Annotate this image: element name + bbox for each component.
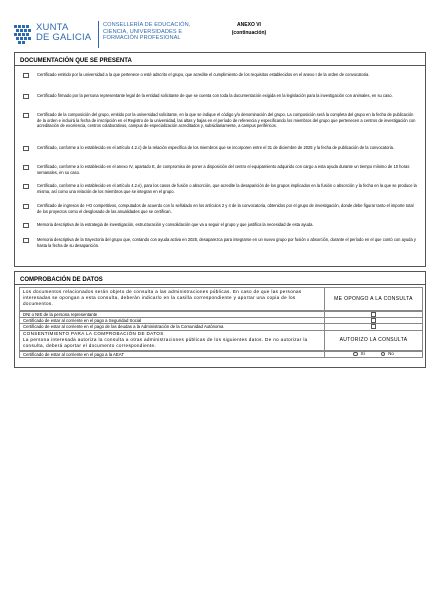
documentation-item-text: Certificado de la composición del grupo, emitido por la universidad solicitante, en la que se indique el código y/o denominación del grupo. La composición será la completa del grupo en la fecha de publicación de la orden e incluirá la fecha de inscripción en el Registro de la universidad, las altas y bajas en el período de referencia y especificando los miembros del grupo que pertenecen a centros de investigación con acreditación de excelencia, centros colaborativos, campus de especialización acreditados y, subsidiariamente, a campus periféricos. xyxy=(37,112,416,129)
consent-block xyxy=(20,331,325,350)
oppose-row-label: Certificado de estar al corriente en el pago de las deudas a la Administración de la Comunidad Autónoma xyxy=(20,324,325,330)
documentation-checkbox[interactable] xyxy=(23,165,29,171)
verification-intro: Los documentos relacionados serán objeto de consulta a las administraciones públicas. En caso de que las personas interesadas se opongan a esta consulta, deberán indicarlo en la casilla correspondiente y aportar una copia de los documentos. xyxy=(20,288,325,310)
authorize-rows xyxy=(19,351,423,358)
oppose-row-label: Certificado de estar al corriente en el pago a Seguridad Social xyxy=(20,318,325,324)
documentation-item-text: Memoria descriptiva de la estrategia de investigación, estructuración y consolidación que va a seguir el grupo y que justifica la necesidad de esta ayuda. xyxy=(37,222,314,227)
documentation-item xyxy=(15,93,425,99)
dept-line-2: CIENCIA, UNIVERSIDADES E xyxy=(103,28,183,35)
documentation-item-text: Certificado de ingresos de I+D competitivos, computados de acuerdo con lo señalado en los artículos 2 y 4 de la convocatoria, obtenidos por el grupo de investigación, donde debe figurar tanto el importe total de los proyectos como el desglosado de las anualidades que se certifican. xyxy=(37,203,414,214)
document-header xyxy=(14,18,426,54)
documentation-item xyxy=(15,203,425,214)
documentation-checkbox[interactable] xyxy=(23,146,29,152)
dept-line-1: CONSELLERÍA DE EDUCACIÓN, xyxy=(103,22,191,28)
documentation-checkbox[interactable] xyxy=(23,184,29,190)
yes-radio[interactable] xyxy=(353,352,358,357)
documentation-checkbox[interactable] xyxy=(23,94,29,100)
oppose-checkbox[interactable] xyxy=(371,318,376,323)
documentation-checkbox[interactable] xyxy=(23,113,29,119)
header-divider xyxy=(98,21,99,48)
annex-label xyxy=(219,21,279,37)
documentation-item xyxy=(15,145,425,151)
documentation-item xyxy=(15,164,425,175)
oppose-header-row xyxy=(19,287,423,311)
documentation-item-text: Certificado, conforme a lo establecido en el artículo 4.2.e), para los casos de fusión o absorción, que acredite la desaparición de los grupos implicados en la fusión o absorción y la fecha en la que se produce la misma, así como una relación de los miembros que se integran en el grupo. xyxy=(37,183,417,194)
consent-title: CONSENTIMIENTO PARA LA COMPROBACIÓN DE DATOS xyxy=(23,331,164,336)
logo-line-2: DE GALICIA xyxy=(36,32,92,43)
oppose-row-label: DNI o NIE de la persona representante xyxy=(20,312,325,317)
oppose-header: ME OPONGO A LA CONSULTA xyxy=(334,295,413,302)
documentation-item xyxy=(15,112,425,129)
documentation-item-text: Memoria descriptiva de la trayectoria del grupo que, contando con ayuda activa en 2025, desaparezca para integrarse en un nuevo grupo por fusión o absorción, durante el período en el que contó con ayuda y hasta la fecha de su desaparición. xyxy=(37,237,416,248)
verification-table xyxy=(19,287,423,358)
documentation-section xyxy=(14,52,426,267)
no-radio[interactable] xyxy=(381,352,386,357)
documentation-item xyxy=(15,72,425,78)
logo-line-1: XUNTA xyxy=(36,22,69,33)
documentation-item xyxy=(15,237,425,248)
documentation-checkbox[interactable] xyxy=(23,238,29,244)
documentation-checkbox[interactable] xyxy=(23,204,29,210)
authorize-header: AUTORIZO LA CONSULTA xyxy=(339,336,408,343)
xunta-wordmark xyxy=(36,23,91,43)
yes-label: Sí xyxy=(360,351,365,357)
documentation-checkbox[interactable] xyxy=(23,73,29,79)
documentation-item-text: Certificado emitido por la universidad a la que pertenece o esté adscrito el grupo, que acredite el cumplimiento de los requisitos establecidos en el anexo I de la orden de convocatoria. xyxy=(37,72,370,77)
oppose-rows xyxy=(19,311,423,331)
documentation-item-text: Certificado firmado por la persona representante legal de la entidad solicitante de que se cuenta con toda la documentación exigida en la legislación para la investigación con animales, en su caso. xyxy=(37,93,393,98)
department-name xyxy=(103,22,190,42)
documentation-checkbox[interactable] xyxy=(23,223,29,229)
documentation-item-text: Certificado, conforme a lo establecido en el artículo 4.2.c) de la relación específica de los miembros que se incorporen entre el 31 de diciembre de 2025 y la fecha de publicación de la convocatoria. xyxy=(37,145,395,150)
documentation-item xyxy=(15,183,425,194)
no-label: No xyxy=(388,351,394,357)
authorize-row xyxy=(19,351,423,358)
consent-text: La persona interesada autoriza la consulta a otras administraciones públicas de los siguientes datos. De no autorizar la consulta, deberá aportar el documento correspondiente. xyxy=(23,337,308,348)
consent-header-row xyxy=(19,331,423,351)
oppose-checkbox[interactable] xyxy=(371,324,376,329)
annex-title: ANEXO VI xyxy=(237,22,261,28)
authorize-row-label: Certificado de estar al corriente en el pago a la AEAT xyxy=(20,352,325,357)
dept-line-3: FORMACIÓN PROFESIONAL xyxy=(103,35,181,42)
annex-subtitle: (continuación) xyxy=(231,30,267,36)
documentation-item-text: Certificado, conforme a lo establecido en el anexo IV, apartado E, de compromiso de poner a disposición del centro el equipamiento adquirido con cargo a esta ayuda durante un tiempo mínimo de 10 horas semanales, en su caso. xyxy=(37,164,410,175)
documentation-item xyxy=(15,222,425,228)
documentation-title: DOCUMENTACIÓN QUE SE PRESENTA xyxy=(15,53,425,66)
oppose-checkbox[interactable] xyxy=(371,312,376,317)
verification-title: COMPROBACIÓN DE DATOS xyxy=(15,272,425,285)
verification-section xyxy=(14,271,426,368)
